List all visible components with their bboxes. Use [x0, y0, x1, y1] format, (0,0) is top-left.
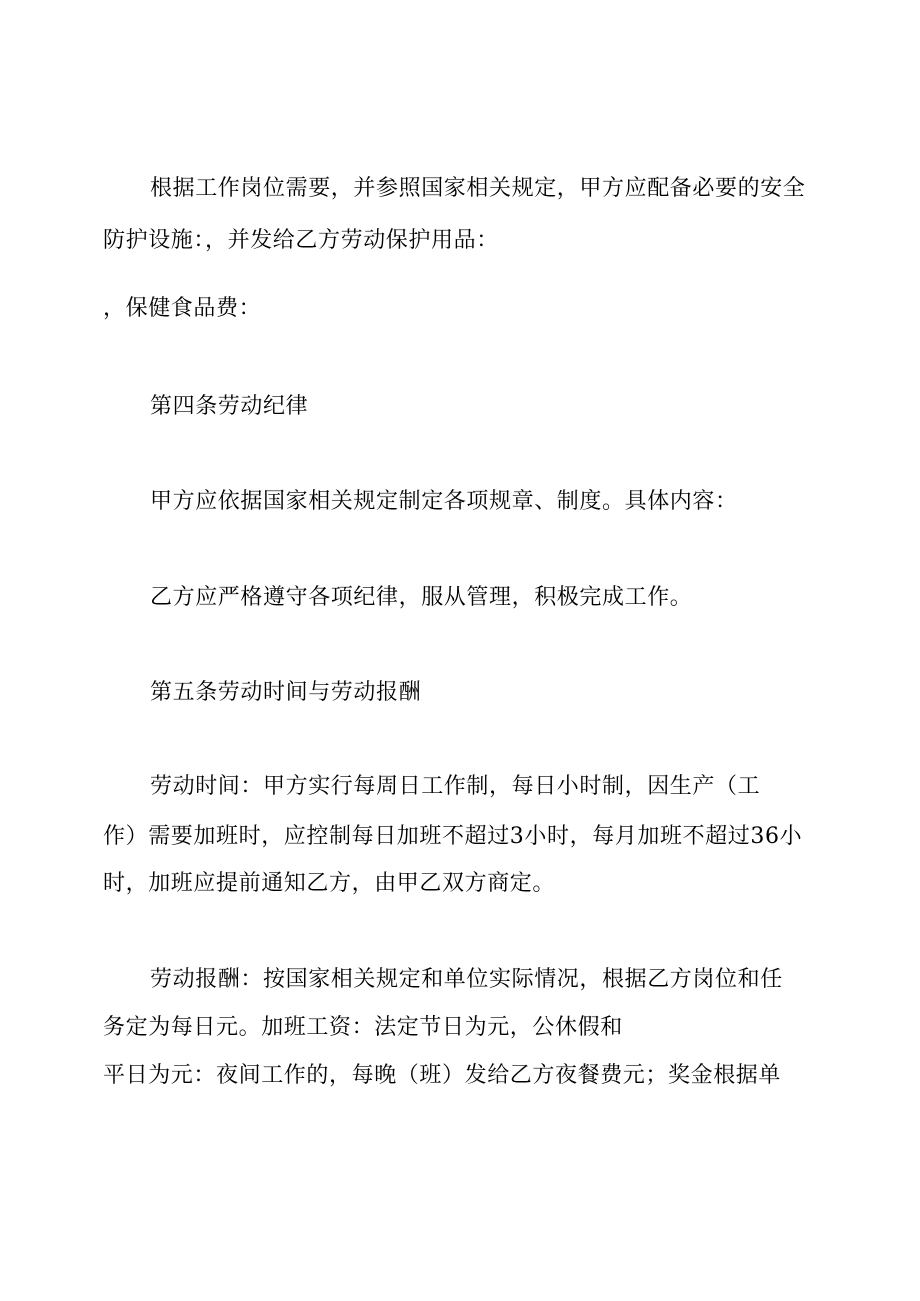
paragraph-work-hours-line-1: 劳动时间：甲方实行每周日工作制，每日小时制，因生产（工 [150, 774, 761, 799]
paragraph-work-hours-line-3: 时，加班应提前通知乙方，由甲乙双方商定。 [103, 871, 556, 896]
paragraph-remuneration-line-3: 平日为元：夜间工作的，每晚（班）发给乙方夜餐费元；奖金根据单 [103, 1063, 782, 1088]
paragraph-work-hours-line-2: 作）需要加班时，应控制每日加班不超过3小时，每月加班不超过36小 [103, 824, 803, 849]
paragraph-health-food-fee: ，保健食品费： [103, 296, 262, 321]
paragraph-protection-line-1: 根据工作岗位需要，并参照国家相关规定，甲方应配备必要的安全 [150, 176, 806, 201]
section-heading-article-5: 第五条劳动时间与劳动报酬 [150, 680, 422, 705]
paragraph-protection-line-2: 防护设施：，并发给乙方劳动保护用品： [103, 228, 499, 253]
section-heading-article-4: 第四条劳动纪律 [150, 394, 309, 419]
paragraph-remuneration-line-2: 务定为每日元。加班工资：法定节日为元，公休假和 [103, 1015, 623, 1040]
paragraph-discipline-compliance: 乙方应严格遵守各项纪律，服从管理，积极完成工作。 [150, 585, 693, 610]
paragraph-remuneration-line-1: 劳动报酬：按国家相关规定和单位实际情况，根据乙方岗位和任 [150, 967, 783, 992]
paragraph-rules-content: 甲方应依据国家相关规定制定各项规章、制度。具体内容： [150, 489, 738, 514]
